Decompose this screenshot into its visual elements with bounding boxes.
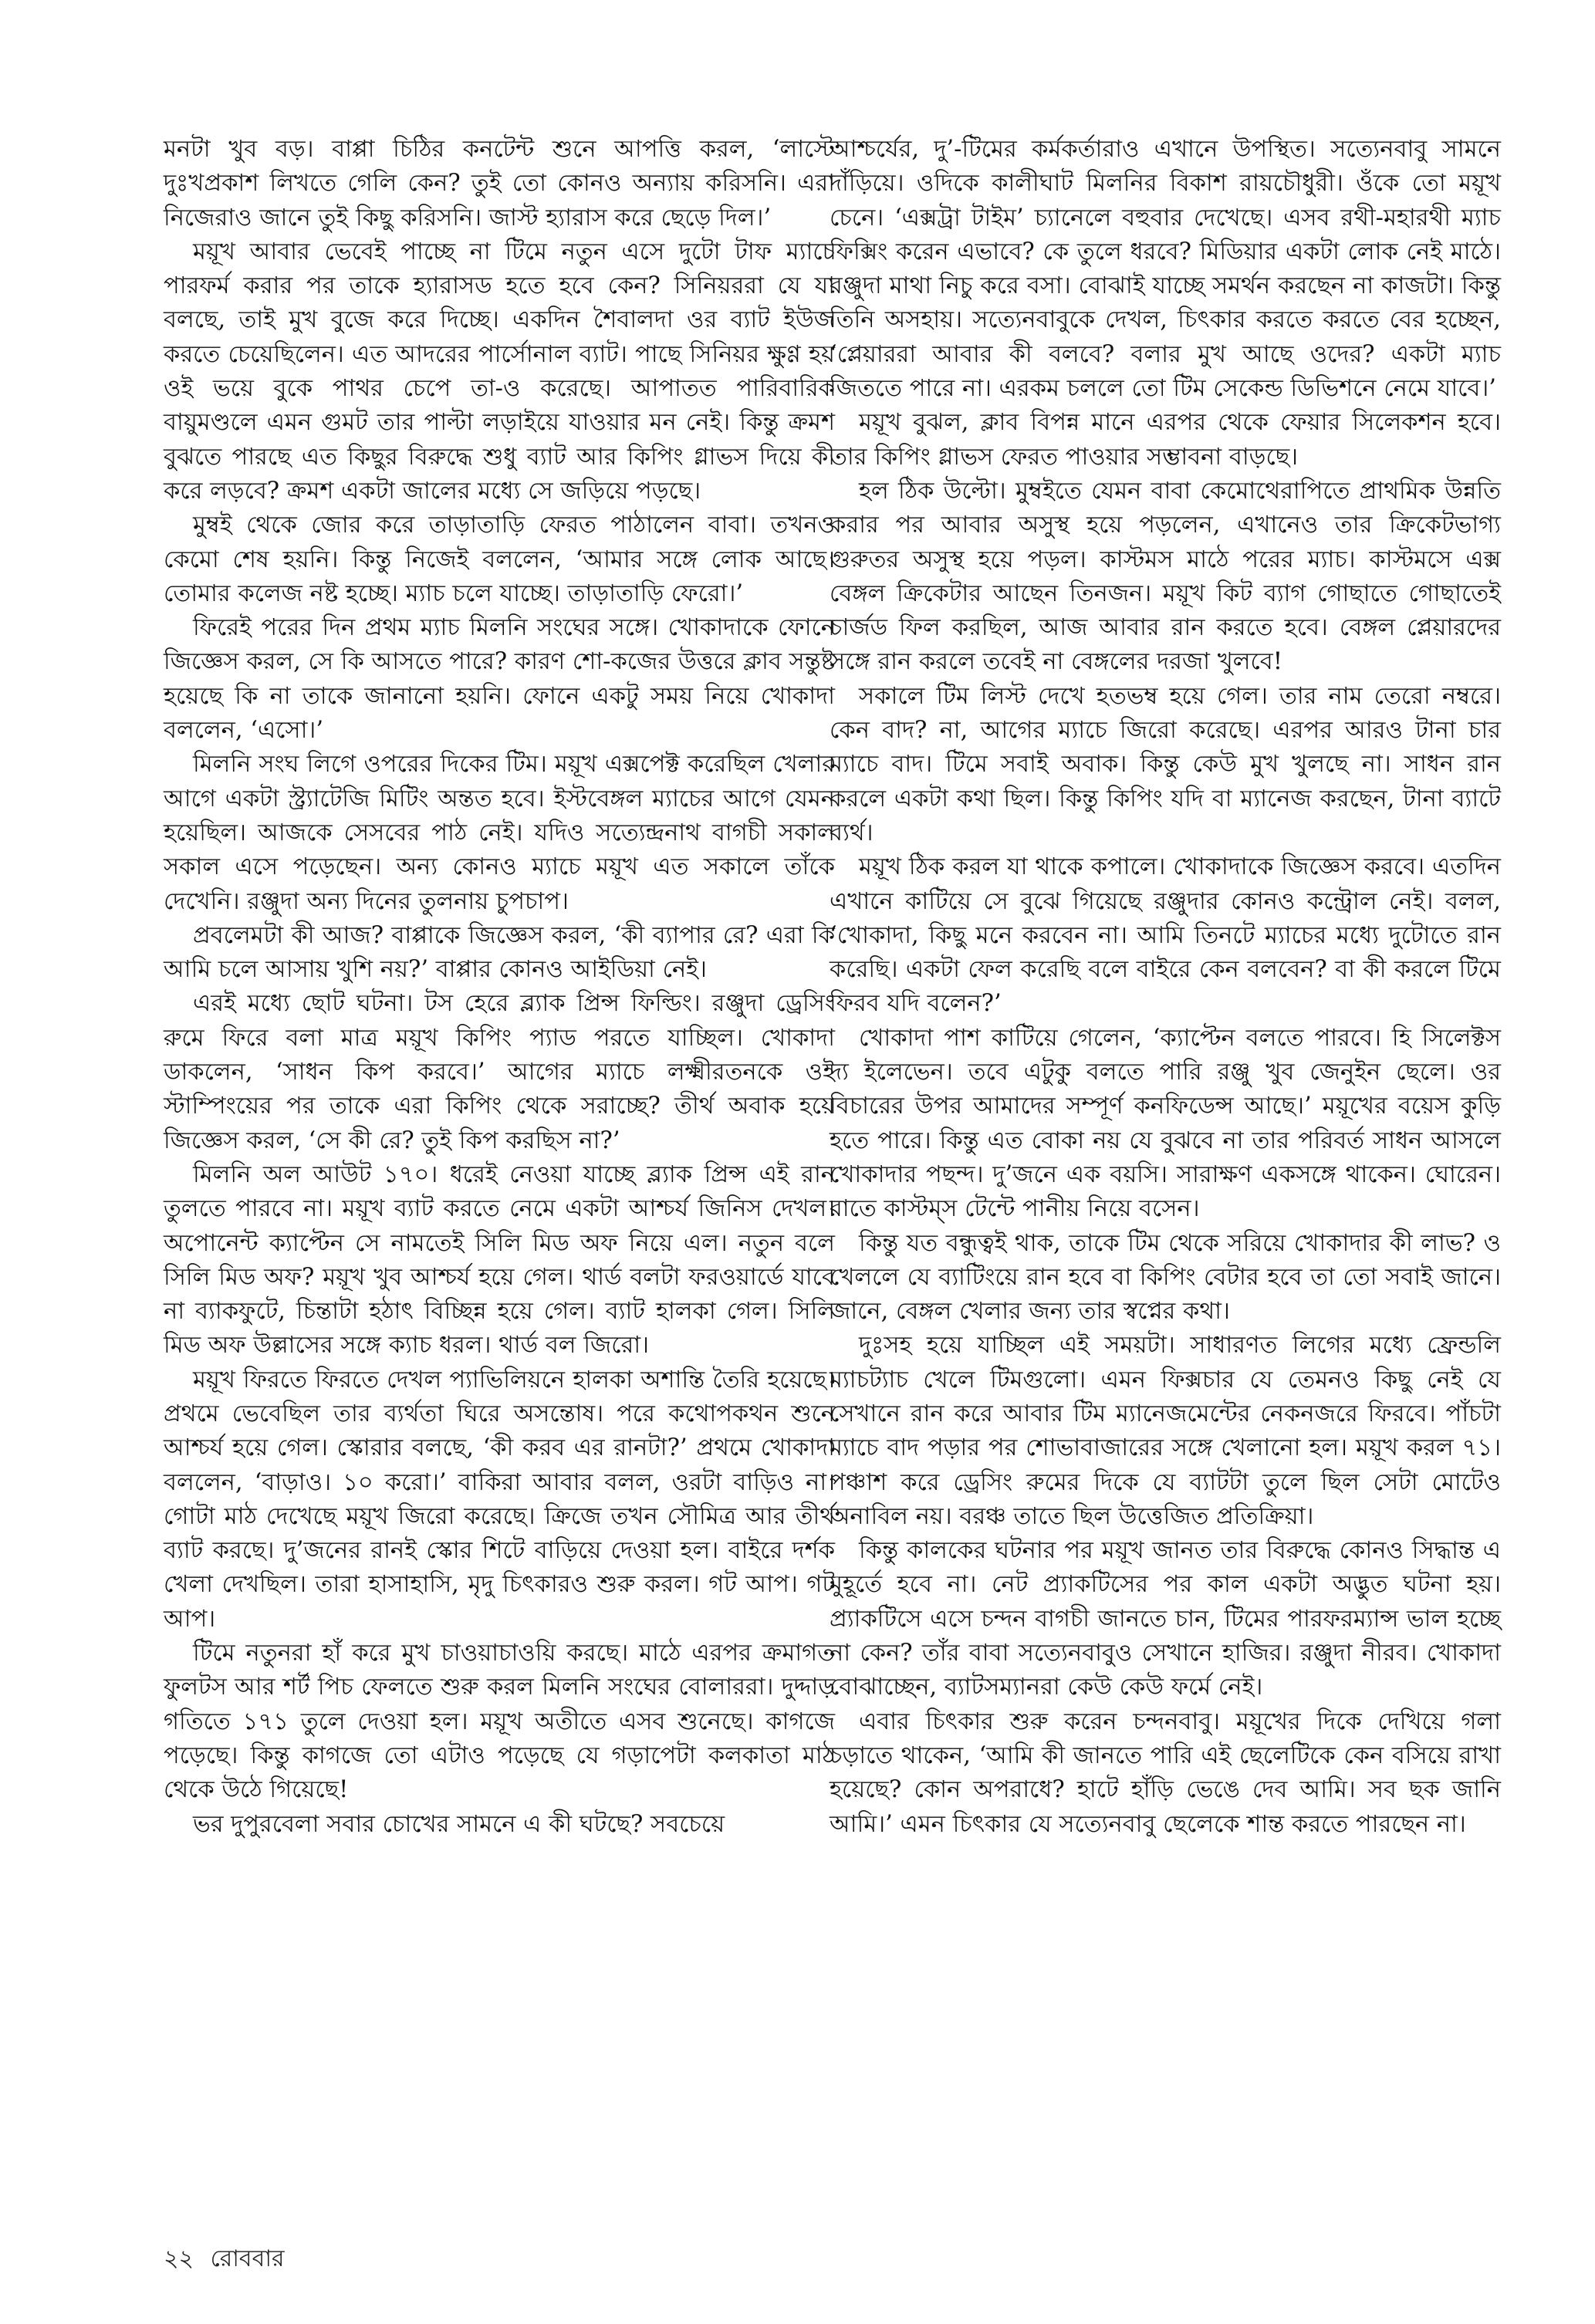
paragraph: ময়ূখ বুঝল, ক্লাব বিপন্ন মানে এরপর থেকে ফেয়ার সিলেকশন হবে। তার কিপিং গ্লাভস ফেরত পাওয়ার সম্ভাবনা বাড়ছে। [830,409,1501,471]
page-footer [164,2244,294,2275]
paragraph: হল ঠিক উল্টো। মুম্বইতে যেমন বাবা কেমোথেরাপিতে প্রাথমিক উন্নতি করার পর আবার অসুস্থ হয়ে পড়লেন, এখানেও তার ক্রিকেটভাগ্য গুরুতর অসুস্থ হয়ে পড়ল। কাস্টমস মাঠে পরের ম্যাচ। কাস্টমসে এক্স বেঙ্গল ক্রিকেটার আছেন তিনজন। ময়ূখ কিট ব্যাগ গোছাতে গোছাতেই চার্জড ফিল করছিল, আজ আবার রান করতে হবে। বেঙ্গল প্লেয়ারদের সঙ্গে রান করলে তবেই না বেঙ্গলের দরজা খুলবে! [830,477,1501,676]
paragraph: মিলনি অল আউট ১৭০। ধরেই নেওয়া যাচ্ছে ব্ল্যাক প্রিন্স এই রান তুলতে পারবে না। ময়ূখ ব্যাট করতে নেমে একটা আশ্চর্য জিনিস দেখল। অপোনেন্ট ক্যাপ্টেন সে নামতেই সিলি মিড অফ নিয়ে এল। নতুন বলে সিলি মিড অফ? ময়ূখ খুব আশ্চর্য হয়ে গেল। থার্ড বলটা ফরওয়ার্ডে যাবে না ব্যাকফুটে, চিন্তাটা হঠাৎ বিচ্ছিন্ন হয়ে গেল। ব্যাট হালকা গেল। সিলি মিড অফ উল্লাসের সঙ্গে ক্যাচ ধরল। থার্ড বল জিরো। [164,1160,835,1360]
paragraph: টিমে নতুনরা হাঁ করে মুখ চাওয়াচাওয়ি করছে। মাঠে এরপর ক্রমাগত ফুলটস আর শর্ট পিচ ফেলতে শুরু করল মিলনি সংঘের বোলাররা। দুদ্দাড় গতিতে ১৭১ তুলে দেওয়া হল। ময়ূখ অতীতে এসব শুনেছে। কাগজে পড়েছে। কিন্তু কাগজে তো এটাও পড়েছে যে গড়াপেটা কলকাতা মাঠ থেকে উঠে গিয়েছে! [164,1640,835,1804]
paragraph: মনটা খুব বড়। বাপ্পা চিঠির কনটেন্ট শুনে আপত্তি করল, ‘লাস্টে দুঃখপ্রকাশ লিখতে গেলি কেন? তুই তো কোনও অন্যায় করিসনি। এরা নিজেরাও জানে তুই কিছু করিসনি। জাস্ট হ্যারাস করে ছেড়ে দিল।’ [164,136,835,231]
paragraph: ময়ূখ ফিরতে ফিরতে দেখল প্যাভিলিয়নে হালকা অশান্তি তৈরি হয়েছে। প্রথমে ভেবেছিল তার ব্যর্থতা ঘিরে অসন্তোষ। পরে কথোপকথন শুনে আশ্চর্য হয়ে গেল। স্কোরার বলছে, ‘কী করব এর রানটা?’ প্রথমে খোকাদা বললেন, ‘বাড়াও। ১০ করো।’ বাকিরা আবার বলল, ওরটা বাড়িও না। গোটা মাঠ দেখেছে ময়ূখ জিরো করেছে। ক্রিজে তখন সৌমিত্র আর তীর্থ ব্যাট করছে। দু’জনের রানই স্কোর শিটে বাড়িয়ে দেওয়া হল। বাইরে দর্শক খেলা দেখছিল। তারা হাসাহাসি, মৃদু চিৎকারও শুরু করল। গট আপ। গট আপ। [164,1366,835,1633]
paragraph: দুঃসহ হয়ে যাচ্ছিল এই সময়টা। সাধারণত লিগের মধ্যে ফ্রেন্ডলি ম্যাচট্যাচ খেলে টিমগুলো। এমন ফিক্সচার যে তেমনও কিছু নেই যে সেখানে রান করে আবার টিম ম্যানেজমেন্টের নেকনজরে ফিরবে। পাঁচটা ম্যাচে বাদ পড়ার পর শোভাবাজারের সঙ্গে খেলানো হল। ময়ূখ করল ৭১। পঞ্চাশ করে ড্রেসিং রুমের দিকে যে ব্যাটটা তুলে ছিল সেটা মোটেও অনাবিল নয়। বরঞ্চ তাতে ছিল উত্তেজিত প্রতিক্রিয়া। [830,1332,1501,1530]
paragraph: এবার চিৎকার শুরু করেন চন্দনবাবু। ময়ূখের দিকে দেখিয়ে গলা চড়াতে থাকেন, ‘আমি কী জানতে পারি এই ছেলেটিকে কেন বসিয়ে রাখা হয়েছে? কোন অপরাধে? হাটে হাঁড়ি ভেঙে দেব আমি। সব ছক জানি আমি।’ এমন চিৎকার যে সত্যেনবাবু ছেলেকে শান্ত করতে পারছেন না। [830,1708,1501,1838]
right-column [830,133,1501,1842]
page-number: ২২ [164,2245,194,2272]
paragraph: ময়ূখ ঠিক করল যা থাকে কপালে। খোকাদাকে জিজ্ঞেস করবে। এতদিন এখানে কাটিয়ে সে বুঝে গিয়েছে রঞ্জুদার কোনও কন্ট্রোল নেই। বলল, ‘খোকাদা, কিছু মনে করবেন না। আমি তিনটে ম্যাচের মধ্যে দুটোতে রান করেছি। একটা ফেল করেছি বলে বাইরে কেন বলবেন? বা কী করলে টিমে ফিরব যদি বলেন?’ [830,853,1501,1018]
paragraph: ময়ূখ আবার ভেবেই পাচ্ছে না টিমে নতুন এসে দুটো টাফ ম্যাচে পারফর্ম করার পর তাকে হ্যারাসড হতে হবে কেন? সিনিয়ররা যে যা বলছে, তাই মুখ বুজে করে দিচ্ছে। একদিন শৈবালদা ওর ব্যাট ইউজ করতে চেয়েছিলেন। এত আদরের পার্সোনাল ব্যাট। পাছে সিনিয়র ক্ষুণ্ণ হয় ওই ভয়ে বুকে পাথর চেপে তা-ও করেছে। আপাতত পারিবারিক বায়ুমণ্ডলে এমন গুমট তার পাল্টা লড়াইয়ে যাওয়ার মন নেই। কিন্তু ক্রমশ বুঝতে পারছে এত কিছুর বিরুদ্ধে শুধু ব্যাট আর কিপিং গ্লাভস দিয়ে কী করে লড়বে? ক্রমশ একটা জালের মধ্যে সে জড়িয়ে পড়ছে। [164,238,835,505]
paragraph: কিন্তু কালকের ঘটনার পর ময়ূখ জানত তার বিরুদ্ধে কোনও সিদ্ধান্ত এ মুহূর্তে হবে না। নেট প্র্যাকটিসের পর কাল একটা অদ্ভুত ঘটনা হয়। প্র্যাকটিসে এসে চন্দন বাগচী জানতে চান, টিমের পারফরম্যান্স ভাল হচ্ছে না কেন? তাঁর বাবা সত্যেনবাবুও সেখানে হাজির। রঞ্জুদা নীরব। খোকাদা বোঝাচ্ছেন, ব্যাটসম্যানরা কেউ কেউ ফর্মে নেই। [830,1537,1501,1701]
publication-name: রোববার [210,2245,285,2272]
paragraph: কিন্তু যত বন্ধুত্বই থাক, তাকে টিম থেকে সরিয়ে খোকাদার কী লাভ? ও খেললে যে ব্যাটিংয়ে রান হবে বা কিপিং বেটার হবে তা তো সবাই জানে। জানে, বেঙ্গল খেলার জন্য তার স্বপ্নের কথা। [830,1229,1501,1326]
paragraph: খোকাদা পাশ কাটিয়ে গেলেন, ‘ক্যাপ্টেন বলতে পারবে। হি সিলেক্টস দ্য ইলেভেন। তবে এটুকু বলতে পারি রঞ্জু খুব জেনুইন ছেলে। ওর বিচারের উপর আমাদের সম্পূর্ণ কনফিডেন্স আছে।’ ময়ূখের বয়েস কুড়ি হতে পারে। কিন্তু এত বোকা নয় যে বুঝবে না তার পরিবর্ত সাধন আসলে খোকাদার পছন্দ। দু’জনে এক বয়সি। সারাক্ষণ একসঙ্গে থাকেন। ঘোরেন। রাতে কাস্টম্স টেন্টে পানীয় নিয়ে বসেন। [830,1024,1501,1223]
paragraph: ভর দুপুরবেলা সবার চোখের সামনে এ কী ঘটছে? সবচেয়ে [193,1810,725,1838]
paragraph: ফিরেই পরের দিন প্রথম ম্যাচ মিলনি সংঘের সঙ্গে। খোকাদাকে ফোনে জিজ্ঞেস করল, সে কি আসতে পারে? কারণ শো-কজের উত্তরে ক্লাব সন্তুষ্ট হয়েছে কি না তাকে জানানো হয়নি। ফোনে একটু সময় নিয়ে খোকাদা বললেন, ‘এসো।’ [164,614,835,745]
paragraph: প্রবলেমটা কী আজ? বাপ্পাকে জিজ্ঞেস করল, ‘কী ব্যাপার রে? এরা কি আমি চলে আসায় খুশি নয়?’ বাপ্পার কোনও আইডিয়া নেই। [164,921,835,984]
left-column [164,133,835,1842]
paragraph: সকালে টিম লিস্ট দেখে হতভম্ব হয়ে গেল। তার নাম তেরো নম্বরে। কেন বাদ? না, আগের ম্যাচে জিরো করেছে। এরপর আরও টানা চার ম্যাচে বাদ। টিমে সবাই অবাক। কিন্তু কেউ মুখ খুলছে না। সাধন রান করলে একটা কথা ছিল। কিন্তু কিপিং যদি বা ম্যানেজ করছেন, টানা ব্যাটে ব্যর্থ। [830,682,1501,846]
paragraph: আশ্চর্যের, দু’-টিমের কর্মকর্তারাও এখানে উপস্থিত। সত্যেনবাবু সামনে দাঁড়িয়ে। ওদিকে কালীঘাট মিলনির বিকাশ রায়চৌধুরী। ওঁকে তো ময়ূখ চেনে। ‘এক্সট্রা টাইম’ চ্যানেলে বহুবার দেখেছে। এসব রথী-মহারথী ম্যাচ ফিক্সিং করেন এভাবে? কে তুলে ধরবে? মিডিয়ার একটা লোক নেই মাঠে। রঞ্জুদা মাথা নিচু করে বসা। বোঝাই যাচ্ছে সমর্থন করছেন না কাজটা। কিন্তু তিনি অসহায়। সত্যেনবাবুকে দেখল, চিৎকার করতে করতে বের হচ্ছেন, ‘প্লেয়াররা আবার কী বলবে? বলার মুখ আছে ওদের? একটা ম্যাচ জিততে পারে না। এরকম চললে তো টিম সেকেন্ড ডিভিশনে নেমে যাবে।’ [830,136,1501,403]
paragraph: মুম্বই থেকে জোর করে তাড়াতাড়ি ফেরত পাঠালেন বাবা। তখনও কেমো শেষ হয়নি। কিন্তু নিজেই বললেন, ‘আমার সঙ্গে লোক আছে। তোমার কলেজ নষ্ট হচ্ছে। ম্যাচ চলে যাচ্ছে। তাড়াতাড়ি ফেরো।’ [164,512,835,607]
paragraph: মিলনি সংঘ লিগে ওপরের দিকের টিম। ময়ূখ এক্সপেক্ট করেছিল খেলার আগে একটা স্ট্র্যাটেজি মিটিং অন্তত হবে। ইস্টবেঙ্গল ম্যাচের আগে যেমন হয়েছিল। আজকে সেসবের পাঠ নেই। যদিও সত্যেন্দ্রনাথ বাগচী সকাল সকাল এসে পড়েছেন। অন্য কোনও ম্যাচে ময়ূখ এত সকালে তাঁকে দেখেনি। রঞ্জুদা অন্য দিনের তুলনায় চুপচাপ। [164,751,835,915]
paragraph: এরই মধ্যে ছোট ঘটনা। টস হেরে ব্ল্যাক প্রিন্স ফিল্ডিং। রঞ্জুদা ড্রেসিং রুমে ফিরে বলা মাত্র ময়ূখ কিপিং প্যাড পরতে যাচ্ছিল। খোকাদা ডাকলেন, ‘সাধন কিপ করবে।’ আগের ম্যাচে লক্ষ্মীরতনকে ওই স্টাম্পিংয়ের পর তাকে এরা কিপিং থেকে সরাচ্ছে? তীর্থ অবাক হয়ে জিজ্ঞেস করল, ‘সে কী রে? তুই কিপ করছিস না?’ [164,990,835,1154]
